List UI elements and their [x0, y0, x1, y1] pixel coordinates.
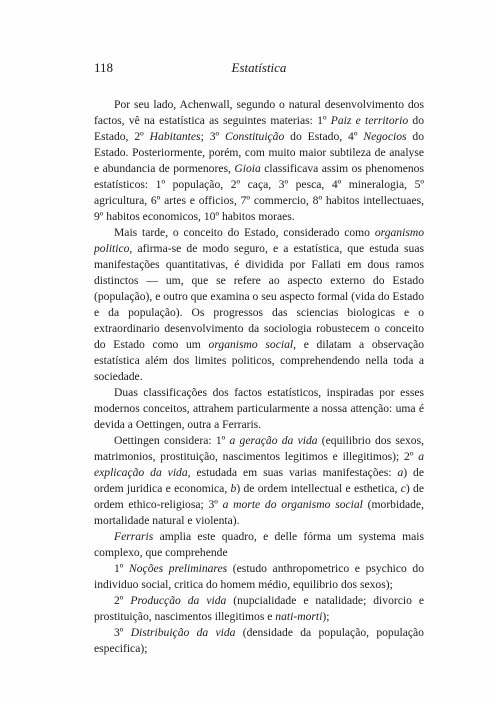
text-run: );: [322, 610, 330, 623]
text-run: Duas classificações dos factos estatísticos, inspiradas por esses modernos conceitos, attrahem particularmente a nossa attenção: uma é devida a Oettingen, outra a Ferraris.: [94, 386, 424, 431]
paragraph-achenwall-gioia: [94, 97, 424, 225]
paragraph-oettingen: [94, 433, 424, 529]
text-run: ) de ordem ethico-religiosa; 3º: [94, 482, 424, 511]
text-run: ) de ordem juridica e economica,: [94, 466, 424, 495]
list-item-producao: [94, 593, 424, 625]
italic-text-run: Paiz e territorio: [330, 114, 409, 127]
italic-text-run: Distribuição da vida: [130, 626, 236, 639]
text-run: 3º: [114, 626, 131, 639]
text-run: 2º: [134, 130, 150, 143]
italic-text-run: b: [230, 482, 237, 495]
running-title: Estatística: [231, 60, 287, 75]
italic-text-run: a morte do organismo social: [222, 498, 363, 511]
italic-text-run: a geração da vida: [229, 434, 318, 447]
text-run: , e dilatam a observação estatística além dos limites politicos, comprehendendo nella toda a sociedade.: [94, 338, 425, 383]
italic-text-run: Producção da vida: [130, 594, 227, 607]
list-item-distribuicao: [94, 625, 424, 657]
list-item-nocoes: [94, 561, 424, 593]
text-run: (nupcialidade e natalidade; divorcio e prostituição, nascimentos illegitimos e: [94, 594, 424, 623]
italic-text-run: a: [397, 466, 404, 479]
text-run: do Estado,: [94, 114, 425, 143]
italic-text-run: Habitantes: [149, 130, 201, 143]
text-run: 1º: [114, 562, 130, 575]
paragraph-ferraris: [94, 529, 424, 561]
text-run: , afirma-se de modo seguro, e a estatística, que estuda suas manifestações quantitativas, é dividida por Fallati em dous ramos distinctos — um, que se refere ao aspecto externo do Estado (população), e outro que examina o seu aspecto formal (vida do Estado e da população). Os progressos das sciencias biologicas e o extraordinario desenvolvimento da sociologia robustecem o conceito do Estado como um: [94, 242, 424, 351]
text-run: 4º: [348, 130, 364, 143]
italic-text-run: organismo politico: [94, 226, 424, 255]
page-header: [94, 60, 424, 76]
text-run: Oettingen considera: 1º: [114, 434, 230, 447]
text-run: amplia este quadro, e delle fórma um systema mais complexo, que comprehende: [94, 530, 424, 559]
page-number: 118: [94, 60, 114, 75]
text-run: ;: [200, 130, 210, 143]
italic-text-run: Gioia: [234, 162, 261, 175]
text-run: 3º: [209, 130, 226, 143]
text-run: do Estado,: [284, 130, 349, 143]
italic-text-run: nati-morti: [275, 610, 323, 623]
italic-text-run: Ferraris: [114, 530, 154, 543]
text-run: (estudo anthropometrico e psychico do individuo social, critica do homem médio, equilibrio dos sexos);: [94, 562, 424, 591]
italic-text-run: organismo social: [208, 338, 294, 351]
paragraph-duas-classificacoes: [94, 385, 424, 433]
text-run: 1º: [317, 114, 331, 127]
italic-text-run: c: [400, 482, 406, 495]
paragraph-organismo: [94, 225, 424, 385]
italic-text-run: Noções preliminares: [129, 562, 228, 575]
text-run: (equilibrio dos sexos, matrimonios, prostituição, nascimentos legitimos e illegitimos); 2º: [94, 434, 424, 463]
text-run: , estudada em suas varias manifestações:: [187, 466, 398, 479]
italic-text-run: Constituição: [225, 130, 285, 143]
body-text: [94, 97, 424, 657]
text-run: (densidade da população, população especifica);: [94, 626, 424, 655]
italic-text-run: Negocios: [363, 130, 407, 143]
text-run: classificava assim os phenomenos estatísticos: 1º população, 2º caça, 3º pesca, 4º mineralogia, 5º agricultura, 6º artes e officios, 7º commercio, 8º habitos intellectuaes, 9º habitos economicos, 10º habitos moraes.: [94, 162, 424, 223]
text-run: ) de ordem intellectual e esthetica,: [236, 482, 401, 495]
italic-text-run: a explicação da vida: [94, 450, 424, 479]
text-run: Por seu lado, Achenwall, segundo o natural desenvolvimento dos factos, vê na estatística as seguintes materias:: [94, 98, 424, 127]
text-run: Mais tarde, o conceito do Estado, considerado como: [114, 226, 375, 239]
text-run: 2º: [114, 594, 131, 607]
text-run: do Estado. Posteriormente, porém, com muito maior subtileza de analyse e abundancia de pormenores,: [94, 130, 425, 175]
text-run: (morbidade, mortalidade natural e violenta).: [94, 498, 424, 527]
